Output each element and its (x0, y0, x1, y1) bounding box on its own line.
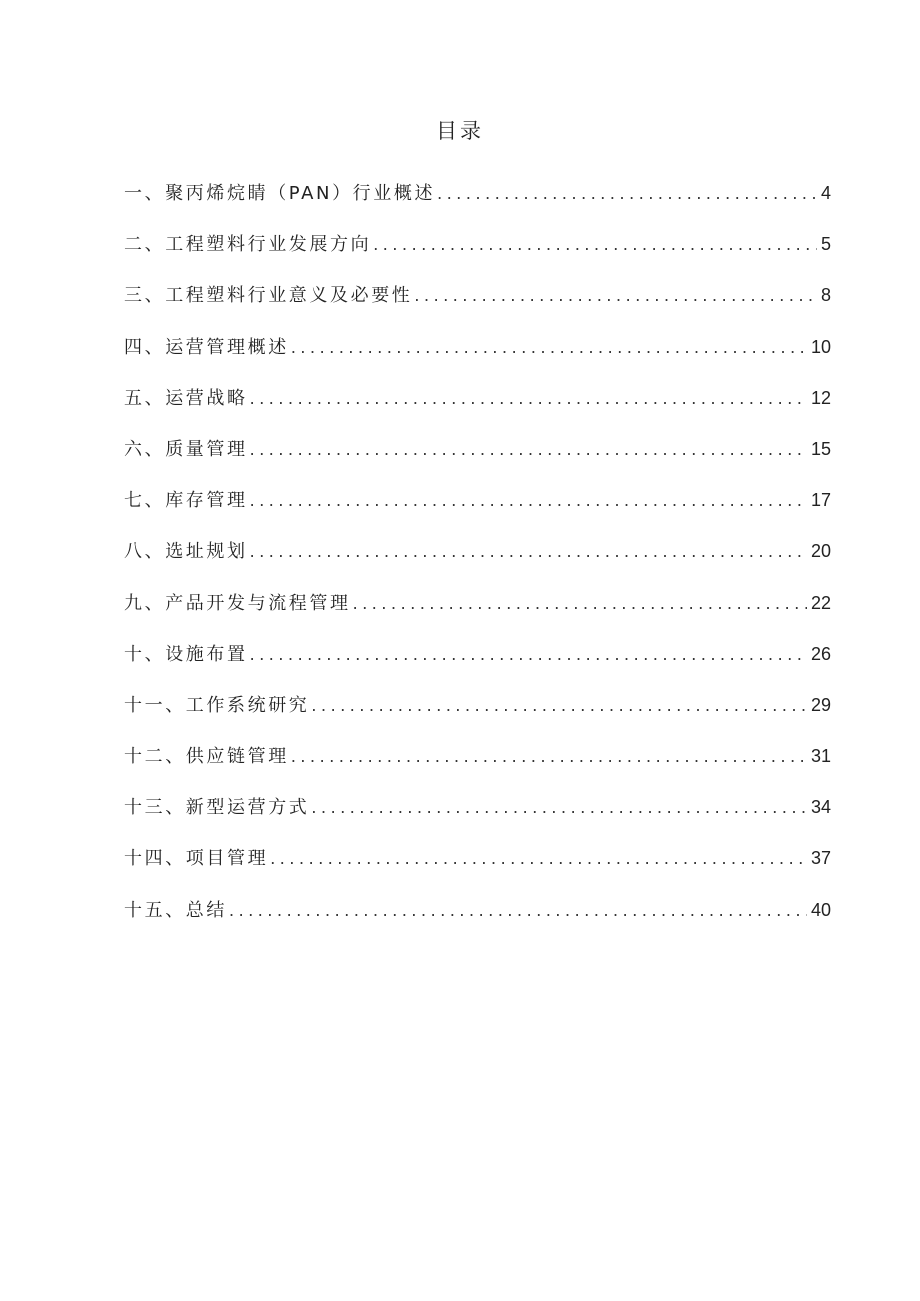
toc-page-number: 20 (810, 541, 831, 562)
toc-dot-leader (248, 484, 807, 516)
toc-entry-label: 五、运营战略 (124, 387, 248, 409)
toc-dot-leader (309, 689, 807, 721)
toc-entry-label: 四、运营管理概述 (124, 336, 289, 358)
toc-page-number: 10 (810, 336, 831, 357)
toc-entry[interactable] (124, 535, 831, 586)
toc-page-number: 29 (810, 694, 831, 715)
toc-entry[interactable] (124, 689, 831, 740)
toc-entry-label: 八、选址规划 (124, 541, 248, 563)
toc-page-number: 34 (810, 797, 831, 818)
toc-entry[interactable] (124, 484, 831, 535)
toc-entry-label: 七、库存管理 (124, 490, 248, 512)
toc-page-number: 5 (820, 234, 831, 255)
toc-page-number: 8 (820, 285, 831, 306)
toc-page-number: 17 (810, 490, 831, 511)
toc-dot-leader (248, 535, 807, 567)
toc-dot-leader (435, 177, 817, 209)
toc-entry[interactable] (124, 842, 831, 893)
toc-entry-label: 十五、总结 (124, 899, 227, 921)
toc-entry-label: 六、质量管理 (124, 438, 248, 460)
toc-entry-label: 十一、工作系统研究 (124, 694, 310, 716)
toc-dot-leader (371, 228, 817, 260)
toc-entry-label: 十三、新型运营方式 (124, 797, 310, 819)
toc-entry[interactable] (124, 638, 831, 689)
toc-entry-label: 十、设施布置 (124, 643, 248, 665)
toc-entry[interactable] (124, 177, 831, 228)
toc-entry[interactable] (124, 791, 831, 842)
toc-page-number: 15 (810, 438, 831, 459)
toc-dot-leader (351, 587, 807, 619)
table-of-contents (124, 177, 831, 945)
toc-dot-leader (248, 433, 807, 465)
toc-entry-label: 二、工程塑料行业发展方向 (124, 234, 372, 256)
toc-dot-leader (268, 842, 807, 874)
toc-dot-leader (248, 382, 807, 414)
toc-title: 目录 (436, 119, 484, 143)
toc-dot-leader (412, 279, 817, 311)
toc-page-number: 26 (810, 643, 831, 664)
toc-entry-label: 九、产品开发与流程管理 (124, 592, 351, 614)
toc-page-number: 31 (810, 746, 831, 767)
toc-dot-leader (289, 740, 807, 772)
toc-page-number: 22 (810, 592, 831, 613)
toc-entry-label: 一、聚丙烯烷睛（PAN）行业概述 (124, 183, 436, 204)
toc-entry[interactable] (124, 587, 831, 638)
toc-page-number: 12 (810, 387, 831, 408)
toc-page-number: 40 (810, 899, 831, 920)
toc-dot-leader (309, 791, 807, 823)
toc-entry[interactable] (124, 331, 831, 382)
toc-entry[interactable] (124, 382, 831, 433)
toc-page-number: 37 (810, 848, 831, 869)
toc-entry[interactable] (124, 279, 831, 330)
toc-dot-leader (227, 894, 807, 926)
toc-dot-leader (248, 638, 807, 670)
toc-entry[interactable] (124, 740, 831, 791)
toc-entry[interactable] (124, 894, 831, 945)
toc-entry-label: 十四、项目管理 (124, 848, 269, 870)
toc-entry[interactable] (124, 228, 831, 279)
toc-page-number: 4 (820, 183, 831, 203)
toc-dot-leader (289, 331, 807, 363)
toc-entry-label: 三、工程塑料行业意义及必要性 (124, 285, 413, 307)
toc-entry[interactable] (124, 433, 831, 484)
toc-entry-label: 十二、供应链管理 (124, 746, 289, 768)
